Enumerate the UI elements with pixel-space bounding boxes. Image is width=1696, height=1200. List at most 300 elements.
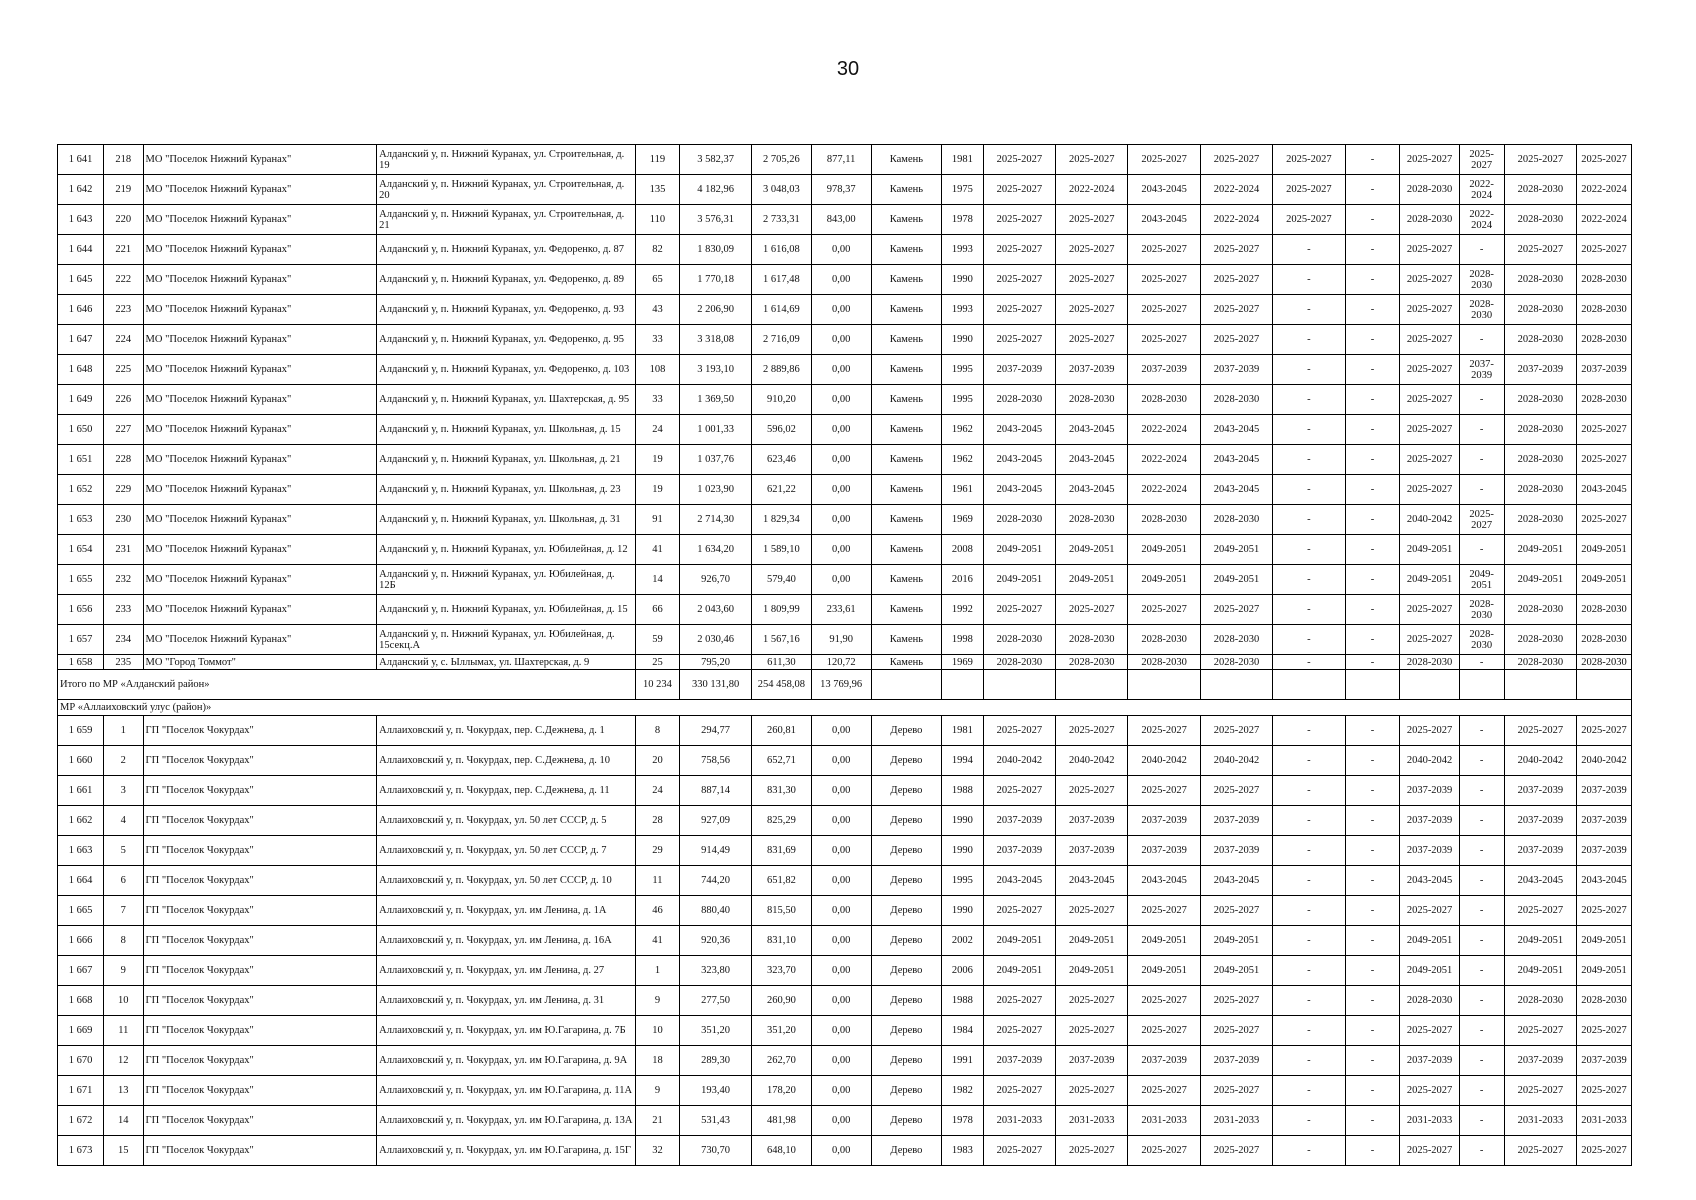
row-number: 1 659	[58, 716, 104, 746]
row-number: 1 670	[58, 1046, 104, 1076]
period-10: 2049-2051	[1577, 926, 1632, 956]
period-10: 2025-2027	[1577, 505, 1632, 535]
period-10: 2025-2027	[1577, 145, 1632, 175]
period-2: 2043-2045	[1056, 866, 1128, 896]
build-year: 1981	[942, 716, 984, 746]
municipality-name: МО "Поселок Нижний Куранах"	[143, 535, 377, 565]
build-year: 1988	[942, 776, 984, 806]
total-area: 730,70	[679, 1136, 751, 1166]
period-5: -	[1273, 445, 1345, 475]
municipality-name: МО "Поселок Нижний Куранах"	[143, 385, 377, 415]
municipality-name: МО "Поселок Нижний Куранах"	[143, 265, 377, 295]
period-3: 2025-2027	[1128, 145, 1200, 175]
total-area: 1 830,09	[679, 235, 751, 265]
period-10: 2037-2039	[1577, 806, 1632, 836]
period-1: 2025-2027	[983, 1016, 1055, 1046]
build-year: 1983	[942, 1136, 984, 1166]
nonresidential-area: 0,00	[811, 505, 871, 535]
period-6: -	[1345, 956, 1400, 986]
row-number: 1 663	[58, 836, 104, 866]
living-area: 260,90	[752, 986, 811, 1016]
period-7: 2028-2030	[1400, 175, 1459, 205]
address: Аллаиховский у, п. Чокурдах, ул. им Ю.Гагарина, д. 15Г	[377, 1136, 636, 1166]
period-6: -	[1345, 776, 1400, 806]
period-1: 2025-2027	[983, 325, 1055, 355]
row-number: 1 643	[58, 205, 104, 235]
total-area: 758,56	[679, 746, 751, 776]
period-3: 2031-2033	[1128, 1106, 1200, 1136]
address: Аллаиховский у, п. Чокурдах, ул. 50 лет СССР, д. 7	[377, 836, 636, 866]
wall-material: Камень	[871, 145, 941, 175]
period-6: -	[1345, 535, 1400, 565]
total-area: 1 001,33	[679, 415, 751, 445]
period-2: 2049-2051	[1056, 535, 1128, 565]
total-area: 926,70	[679, 565, 751, 595]
total-area: 2 714,30	[679, 505, 751, 535]
period-8: 2037-2039	[1459, 355, 1504, 385]
period-3: 2043-2045	[1128, 866, 1200, 896]
period-8: 2028-2030	[1459, 595, 1504, 625]
row-index: 226	[104, 385, 143, 415]
row-number: 1 672	[58, 1106, 104, 1136]
period-6: -	[1345, 205, 1400, 235]
period-2: 2025-2027	[1056, 1136, 1128, 1166]
period-2: 2043-2045	[1056, 445, 1128, 475]
period-8: -	[1459, 746, 1504, 776]
municipality-name: ГП "Поселок Чокурдах"	[143, 1106, 377, 1136]
municipality-name: МО "Поселок Нижний Куранах"	[143, 445, 377, 475]
period-9: 2049-2051	[1504, 926, 1576, 956]
table-row	[58, 625, 1632, 655]
address: Алданский у, п. Нижний Куранах, ул. Федоренко, д. 103	[377, 355, 636, 385]
period-6: -	[1345, 896, 1400, 926]
period-7: 2025-2027	[1400, 145, 1459, 175]
living-area: 2 889,86	[752, 355, 811, 385]
period-3: 2022-2024	[1128, 475, 1200, 505]
period-2: 2025-2027	[1056, 776, 1128, 806]
period-3: 2028-2030	[1128, 505, 1200, 535]
table-row	[58, 145, 1632, 175]
table-row	[58, 1106, 1632, 1136]
period-8: -	[1459, 956, 1504, 986]
period-4: 2025-2027	[1200, 776, 1272, 806]
residents-count: 43	[636, 295, 680, 325]
period-7: 2037-2039	[1400, 1046, 1459, 1076]
period-5: -	[1273, 235, 1345, 265]
nonresidential-area: 0,00	[811, 956, 871, 986]
row-number: 1 641	[58, 145, 104, 175]
period-6: -	[1345, 145, 1400, 175]
period-1: 2025-2027	[983, 595, 1055, 625]
nonresidential-area: 0,00	[811, 1076, 871, 1106]
period-1: 2031-2033	[983, 1106, 1055, 1136]
living-area: 1 567,16	[752, 625, 811, 655]
period-7: 2049-2051	[1400, 535, 1459, 565]
period-1: 2049-2051	[983, 565, 1055, 595]
living-area: 1 589,10	[752, 535, 811, 565]
period-9: 2028-2030	[1504, 205, 1576, 235]
living-area: 1 809,99	[752, 595, 811, 625]
period-2: 2037-2039	[1056, 836, 1128, 866]
period-7: 2025-2027	[1400, 295, 1459, 325]
row-index: 231	[104, 535, 143, 565]
address: Алданский у, п. Нижний Куранах, ул. Юбилейная, д. 12Б	[377, 565, 636, 595]
total-label: Итого по МР «Алданский район»	[58, 670, 636, 700]
period-1: 2037-2039	[983, 355, 1055, 385]
municipality-name: МО "Поселок Нижний Куранах"	[143, 205, 377, 235]
table-row	[58, 505, 1632, 535]
period-3: 2022-2024	[1128, 445, 1200, 475]
period-6: -	[1345, 415, 1400, 445]
period-8: 2022-2024	[1459, 175, 1504, 205]
wall-material: Дерево	[871, 866, 941, 896]
living-area: 262,70	[752, 1046, 811, 1076]
period-5: -	[1273, 505, 1345, 535]
row-index: 14	[104, 1106, 143, 1136]
residents-count: 65	[636, 265, 680, 295]
nonresidential-area: 0,00	[811, 776, 871, 806]
period-7: 2025-2027	[1400, 1016, 1459, 1046]
wall-material: Дерево	[871, 836, 941, 866]
nonresidential-area: 0,00	[811, 1046, 871, 1076]
period-5: -	[1273, 1046, 1345, 1076]
period-2: 2025-2027	[1056, 205, 1128, 235]
table-row	[58, 355, 1632, 385]
section-header-row	[58, 700, 1632, 716]
row-index: 9	[104, 956, 143, 986]
row-index: 228	[104, 445, 143, 475]
period-6: -	[1345, 475, 1400, 505]
period-9: 2028-2030	[1504, 295, 1576, 325]
period-6: -	[1345, 445, 1400, 475]
period-10: 2028-2030	[1577, 625, 1632, 655]
residents-count: 24	[636, 776, 680, 806]
address: Аллаиховский у, п. Чокурдах, ул. 50 лет СССР, д. 5	[377, 806, 636, 836]
period-7: 2025-2027	[1400, 716, 1459, 746]
period-7: 2025-2027	[1400, 235, 1459, 265]
address: Аллаиховский у, п. Чокурдах, ул. им Ленина, д. 16А	[377, 926, 636, 956]
wall-material: Дерево	[871, 776, 941, 806]
living-area: 351,20	[752, 1016, 811, 1046]
period-7: 2025-2027	[1400, 325, 1459, 355]
total-area: 3 582,37	[679, 145, 751, 175]
row-index: 233	[104, 595, 143, 625]
nonresidential-area: 978,37	[811, 175, 871, 205]
period-9: 2028-2030	[1504, 505, 1576, 535]
period-5: -	[1273, 746, 1345, 776]
row-number: 1 644	[58, 235, 104, 265]
period-5: -	[1273, 956, 1345, 986]
living-area: 1 616,08	[752, 235, 811, 265]
table-row	[58, 1046, 1632, 1076]
total-area: 1 037,76	[679, 445, 751, 475]
wall-material: Камень	[871, 325, 941, 355]
period-9: 2025-2027	[1504, 235, 1576, 265]
period-7: 2040-2042	[1400, 746, 1459, 776]
period-6: -	[1345, 866, 1400, 896]
residents-count: 11	[636, 866, 680, 896]
period-4: 2037-2039	[1200, 836, 1272, 866]
period-4: 2043-2045	[1200, 415, 1272, 445]
period-10: 2037-2039	[1577, 836, 1632, 866]
address: Алданский у, п. Нижний Куранах, ул. Строительная, д. 20	[377, 175, 636, 205]
period-1: 2043-2045	[983, 866, 1055, 896]
period-2: 2025-2027	[1056, 986, 1128, 1016]
period-4: 2040-2042	[1200, 746, 1272, 776]
period-9: 2025-2027	[1504, 1076, 1576, 1106]
wall-material: Камень	[871, 505, 941, 535]
residents-count: 41	[636, 535, 680, 565]
period-1: 2043-2045	[983, 415, 1055, 445]
residents-count: 41	[636, 926, 680, 956]
table-row	[58, 896, 1632, 926]
row-number: 1 665	[58, 896, 104, 926]
wall-material: Дерево	[871, 716, 941, 746]
period-2: 2025-2027	[1056, 716, 1128, 746]
period-9: 2037-2039	[1504, 355, 1576, 385]
period-8: 2028-2030	[1459, 265, 1504, 295]
period-8: -	[1459, 1016, 1504, 1046]
period-8: -	[1459, 1076, 1504, 1106]
period-5: -	[1273, 776, 1345, 806]
period-5: -	[1273, 325, 1345, 355]
row-number: 1 655	[58, 565, 104, 595]
period-9: 2025-2027	[1504, 145, 1576, 175]
row-index: 232	[104, 565, 143, 595]
period-1: 2025-2027	[983, 716, 1055, 746]
period-2: 2031-2033	[1056, 1106, 1128, 1136]
living-area: 2 733,31	[752, 205, 811, 235]
build-year: 2006	[942, 956, 984, 986]
total-area-2: 254 458,08	[752, 670, 811, 700]
period-10: 2043-2045	[1577, 866, 1632, 896]
living-area: 648,10	[752, 1136, 811, 1166]
period-4: 2025-2027	[1200, 235, 1272, 265]
residents-count: 20	[636, 746, 680, 776]
period-2: 2040-2042	[1056, 746, 1128, 776]
living-area: 178,20	[752, 1076, 811, 1106]
period-7: 2028-2030	[1400, 205, 1459, 235]
period-6: -	[1345, 716, 1400, 746]
residents-count: 32	[636, 1136, 680, 1166]
address: Аллаиховский у, п. Чокурдах, ул. им Ленина, д. 31	[377, 986, 636, 1016]
row-number: 1 657	[58, 625, 104, 655]
period-6: -	[1345, 1046, 1400, 1076]
period-4: 2025-2027	[1200, 295, 1272, 325]
period-4: 2037-2039	[1200, 355, 1272, 385]
total-area: 4 182,96	[679, 175, 751, 205]
period-2: 2049-2051	[1056, 565, 1128, 595]
period-10: 2049-2051	[1577, 956, 1632, 986]
period-8: -	[1459, 836, 1504, 866]
period-8: -	[1459, 1106, 1504, 1136]
period-6: -	[1345, 806, 1400, 836]
period-2: 2025-2027	[1056, 295, 1128, 325]
row-index: 225	[104, 355, 143, 385]
total-area-1: 330 131,80	[679, 670, 751, 700]
period-6: -	[1345, 1106, 1400, 1136]
living-area: 831,10	[752, 926, 811, 956]
period-7: 2040-2042	[1400, 505, 1459, 535]
table-row	[58, 445, 1632, 475]
build-year: 2016	[942, 565, 984, 595]
period-2: 2025-2027	[1056, 595, 1128, 625]
municipality-name: ГП "Поселок Чокурдах"	[143, 806, 377, 836]
period-9: 2037-2039	[1504, 836, 1576, 866]
period-10: 2022-2024	[1577, 205, 1632, 235]
period-10: 2025-2027	[1577, 1016, 1632, 1046]
residents-count: 18	[636, 1046, 680, 1076]
table-row	[58, 595, 1632, 625]
row-number: 1 647	[58, 325, 104, 355]
address: Алданский у, п. Нижний Куранах, ул. Школьная, д. 31	[377, 505, 636, 535]
period-8: -	[1459, 866, 1504, 896]
wall-material: Камень	[871, 205, 941, 235]
period-10: 2028-2030	[1577, 385, 1632, 415]
period-8: -	[1459, 896, 1504, 926]
period-1: 2025-2027	[983, 986, 1055, 1016]
period-4: 2025-2027	[1200, 145, 1272, 175]
build-year: 1994	[942, 746, 984, 776]
row-number: 1 669	[58, 1016, 104, 1046]
total-area: 294,77	[679, 716, 751, 746]
period-10: 2025-2027	[1577, 415, 1632, 445]
period-9: 2025-2027	[1504, 896, 1576, 926]
section-title: МР «Аллаиховский улус (район)»	[58, 700, 1632, 716]
address: Алданский у, п. Нижний Куранах, ул. Федоренко, д. 87	[377, 235, 636, 265]
period-5: -	[1273, 1076, 1345, 1106]
total-area: 927,09	[679, 806, 751, 836]
period-4: 2037-2039	[1200, 806, 1272, 836]
period-3: 2040-2042	[1128, 746, 1200, 776]
period-2: 2043-2045	[1056, 415, 1128, 445]
table-row	[58, 325, 1632, 355]
nonresidential-area: 0,00	[811, 866, 871, 896]
nonresidential-area: 0,00	[811, 385, 871, 415]
nonresidential-area: 0,00	[811, 716, 871, 746]
period-4: 2025-2027	[1200, 265, 1272, 295]
living-area: 1 829,34	[752, 505, 811, 535]
period-5: -	[1273, 1016, 1345, 1046]
period-2: 2037-2039	[1056, 355, 1128, 385]
row-index: 219	[104, 175, 143, 205]
period-6: -	[1345, 175, 1400, 205]
build-year: 1991	[942, 1046, 984, 1076]
total-area: 2 206,90	[679, 295, 751, 325]
wall-material: Камень	[871, 265, 941, 295]
build-year: 1962	[942, 445, 984, 475]
period-4: 2025-2027	[1200, 716, 1272, 746]
nonresidential-area: 0,00	[811, 535, 871, 565]
address: Аллаиховский у, п. Чокурдах, ул. им Ленина, д. 1А	[377, 896, 636, 926]
build-year: 1998	[942, 625, 984, 655]
living-area: 596,02	[752, 415, 811, 445]
period-8: -	[1459, 325, 1504, 355]
address: Аллаиховский у, п. Чокурдах, ул. им Ю.Гагарина, д. 13А	[377, 1106, 636, 1136]
period-6: -	[1345, 746, 1400, 776]
row-number: 1 661	[58, 776, 104, 806]
build-year: 1975	[942, 175, 984, 205]
period-6: -	[1345, 325, 1400, 355]
period-3: 2037-2039	[1128, 355, 1200, 385]
period-4: 2025-2027	[1200, 1016, 1272, 1046]
period-5: -	[1273, 806, 1345, 836]
total-area: 2 043,60	[679, 595, 751, 625]
period-3: 2049-2051	[1128, 535, 1200, 565]
total-area: 887,14	[679, 776, 751, 806]
row-index: 229	[104, 475, 143, 505]
municipality-name: МО "Поселок Нижний Куранах"	[143, 235, 377, 265]
table-row	[58, 475, 1632, 505]
nonresidential-area: 0,00	[811, 926, 871, 956]
address: Аллаиховский у, п. Чокурдах, ул. 50 лет СССР, д. 10	[377, 866, 636, 896]
wall-material: Камень	[871, 565, 941, 595]
period-8: -	[1459, 475, 1504, 505]
living-area: 831,69	[752, 836, 811, 866]
table-row	[58, 265, 1632, 295]
address: Аллаиховский у, п. Чокурдах, ул. им Ю.Гагарина, д. 9А	[377, 1046, 636, 1076]
living-area: 825,29	[752, 806, 811, 836]
period-7: 2037-2039	[1400, 776, 1459, 806]
period-6: -	[1345, 1016, 1400, 1046]
period-10: 2025-2027	[1577, 445, 1632, 475]
period-7: 2049-2051	[1400, 926, 1459, 956]
nonresidential-area: 0,00	[811, 475, 871, 505]
nonresidential-area: 0,00	[811, 565, 871, 595]
address: Алданский у, п. Нижний Куранах, ул. Школьная, д. 15	[377, 415, 636, 445]
residents-count: 135	[636, 175, 680, 205]
period-4: 2049-2051	[1200, 535, 1272, 565]
period-8: -	[1459, 385, 1504, 415]
build-year: 1990	[942, 836, 984, 866]
period-10: 2028-2030	[1577, 986, 1632, 1016]
period-5: -	[1273, 415, 1345, 445]
period-6: -	[1345, 265, 1400, 295]
residents-count: 33	[636, 385, 680, 415]
period-1: 2028-2030	[983, 505, 1055, 535]
period-7: 2025-2027	[1400, 1136, 1459, 1166]
build-year: 1978	[942, 205, 984, 235]
period-7: 2025-2027	[1400, 1076, 1459, 1106]
period-4: 2022-2024	[1200, 175, 1272, 205]
wall-material: Камень	[871, 385, 941, 415]
period-9: 2028-2030	[1504, 475, 1576, 505]
period-1: 2025-2027	[983, 776, 1055, 806]
period-8: -	[1459, 1136, 1504, 1166]
period-9: 2028-2030	[1504, 265, 1576, 295]
period-4: 2025-2027	[1200, 1076, 1272, 1106]
table-row	[58, 986, 1632, 1016]
period-3: 2049-2051	[1128, 926, 1200, 956]
municipality-name: ГП "Поселок Чокурдах"	[143, 1076, 377, 1106]
municipality-name: МО "Поселок Нижний Куранах"	[143, 295, 377, 325]
period-3: 2022-2024	[1128, 415, 1200, 445]
wall-material: Дерево	[871, 1076, 941, 1106]
nonresidential-area: 0,00	[811, 295, 871, 325]
total-area: 1 369,50	[679, 385, 751, 415]
period-4: 2022-2024	[1200, 205, 1272, 235]
wall-material: Камень	[871, 355, 941, 385]
period-2: 2025-2027	[1056, 896, 1128, 926]
row-number: 1 645	[58, 265, 104, 295]
nonresidential-area: 0,00	[811, 265, 871, 295]
residents-count: 21	[636, 1106, 680, 1136]
period-5: -	[1273, 295, 1345, 325]
build-year: 1990	[942, 806, 984, 836]
period-5: -	[1273, 565, 1345, 595]
period-6: -	[1345, 565, 1400, 595]
period-8: -	[1459, 235, 1504, 265]
